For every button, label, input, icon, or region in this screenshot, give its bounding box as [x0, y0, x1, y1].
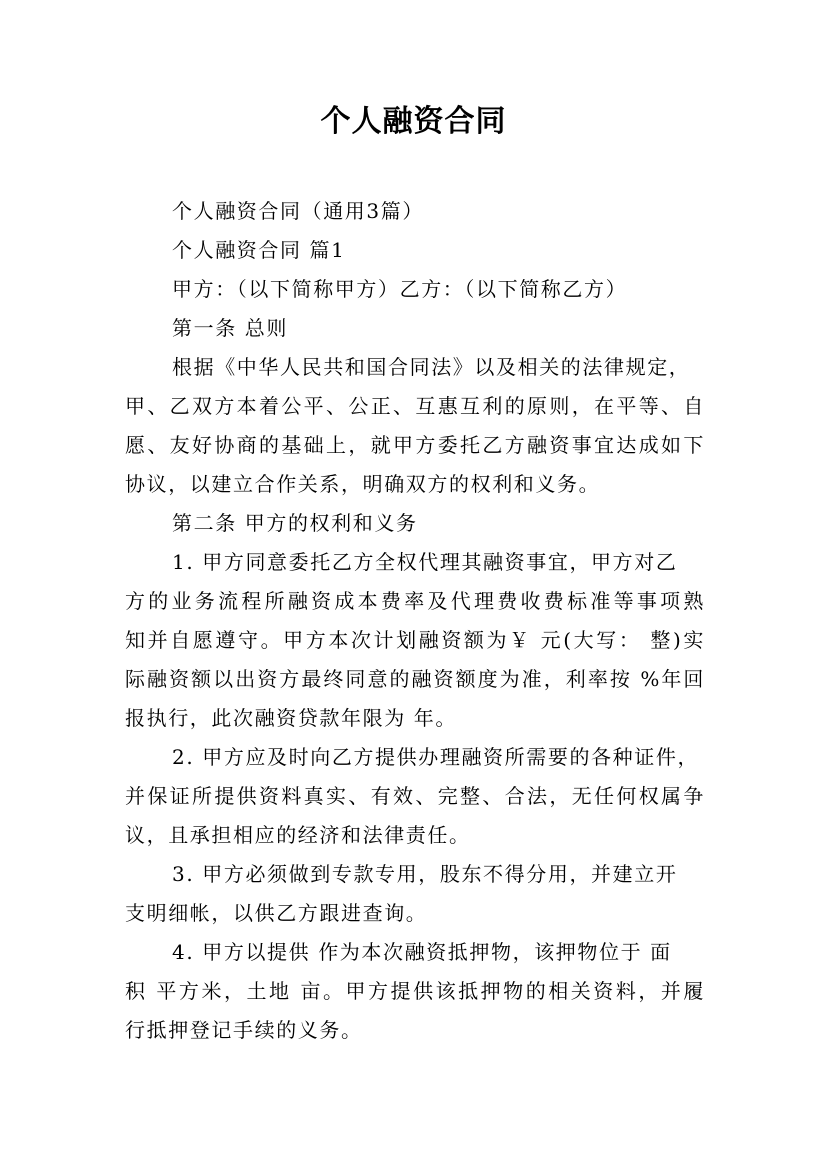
- paragraph-line: 际融资额以出资方最终同意的融资额度为准，利率按 %年回: [125, 667, 705, 691]
- paragraph-line: 方的业务流程所融资成本费率及代理费收费标准等事项熟: [125, 589, 705, 613]
- paragraph-line: 2. 甲方应及时向乙方提供办理融资所需要的各种证件，: [172, 745, 700, 769]
- paragraph-line: 协议，以建立合作关系，明确双方的权利和义务。: [125, 472, 601, 496]
- paragraph-line: 知并自愿遵守。甲方本次计划融资额为￥ 元(大写： 整)实: [125, 628, 705, 652]
- section-heading: 个人融资合同 篇1: [172, 238, 346, 262]
- article-heading: 第二条 甲方的权利和义务: [172, 511, 418, 535]
- paragraph-line: 根据《中华人民共和国合同法》以及相关的法律规定，: [172, 355, 691, 379]
- parties-line: 甲方：（以下简称甲方）乙方：（以下简称乙方）: [172, 277, 628, 301]
- paragraph-line: 愿、友好协商的基础上，就甲方委托乙方融资事宜达成如下: [125, 433, 705, 457]
- paragraph-line: 报执行，此次融资贷款年限为 年。: [125, 706, 457, 730]
- paragraph-line: 甲、乙双方本着公平、公正、互惠互利的原则，在平等、自: [125, 394, 705, 418]
- document-title: 个人融资合同: [320, 104, 507, 139]
- paragraph-line: 积 平方米，土地 亩。甲方提供该抵押物的相关资料，并履: [125, 979, 705, 1003]
- subtitle-line: 个人融资合同（通用3篇）: [172, 199, 424, 223]
- paragraph-line: 并保证所提供资料真实、有效、完整、合法，无任何权属争: [125, 784, 705, 808]
- paragraph-line: 行抵押登记手续的义务。: [125, 1018, 363, 1042]
- paragraph-line: 支明细帐，以供乙方跟进查询。: [125, 901, 428, 925]
- paragraph-line: 3. 甲方必须做到专款专用，股东不得分用，并建立开: [172, 862, 678, 886]
- paragraph-line: 4. 甲方以提供 作为本次融资抵押物，该押物位于 面: [172, 940, 672, 964]
- paragraph-line: 1. 甲方同意委托乙方全权代理其融资事宜，甲方对乙: [172, 550, 678, 574]
- article-heading: 第一条 总则: [172, 316, 288, 340]
- paragraph-line: 议，且承担相应的经济和法律责任。: [125, 823, 471, 847]
